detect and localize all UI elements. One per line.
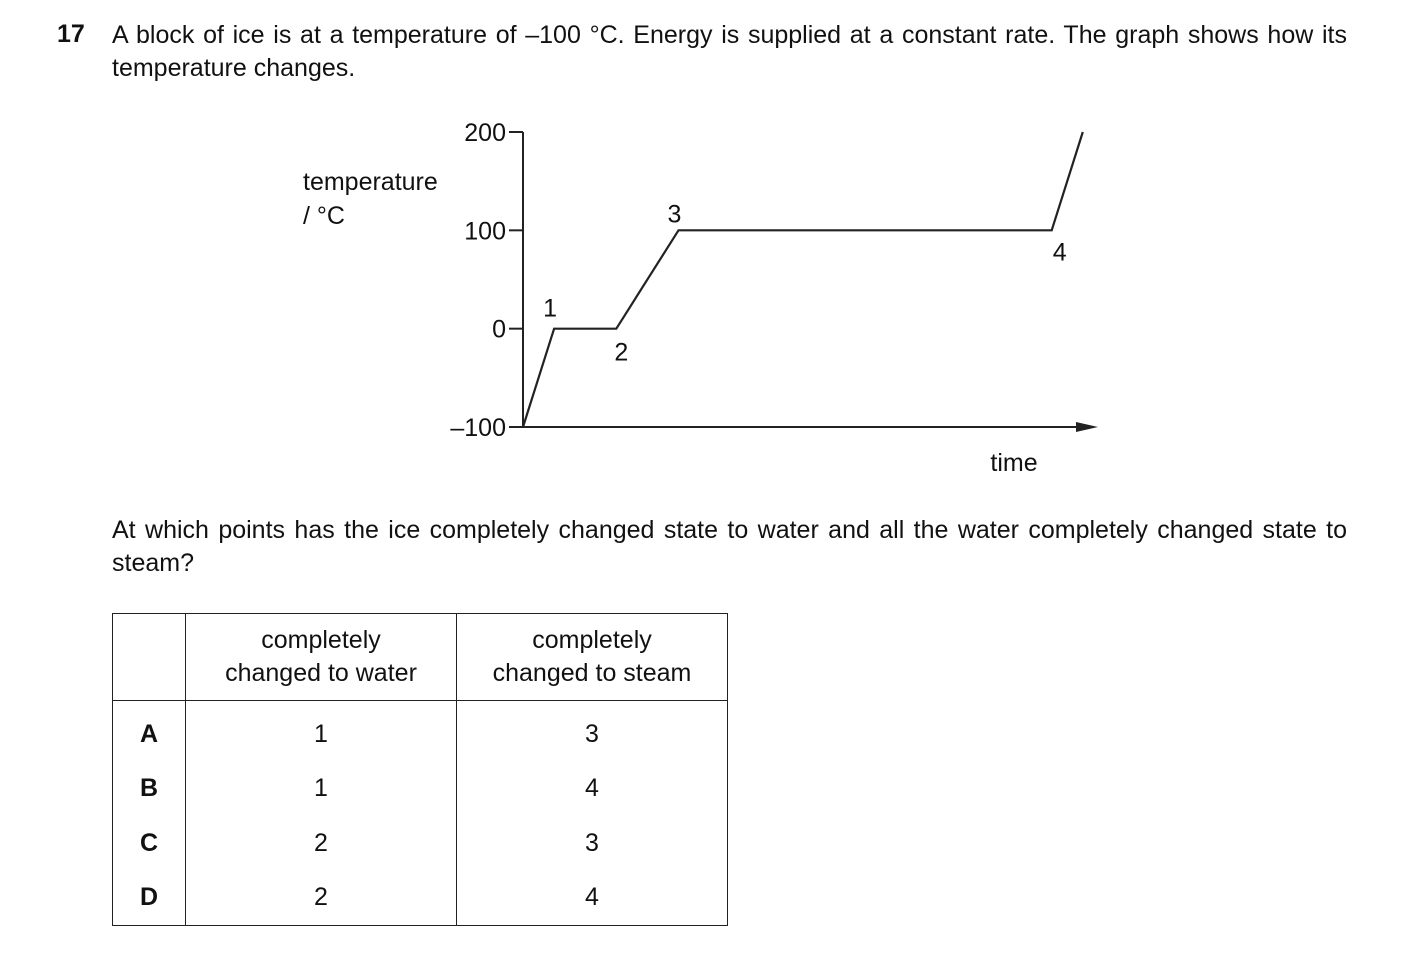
steam-point: 4: [457, 762, 728, 817]
point-label: 3: [667, 200, 682, 229]
question-prompt: At which points has the ice completely changed state to water and all the water completely changed state to steam?: [112, 516, 1347, 577]
water-point: 2: [186, 816, 457, 871]
table-row: [113, 816, 728, 871]
option-letter[interactable]: D: [113, 871, 186, 926]
option-letter[interactable]: C: [113, 816, 186, 871]
series: [523, 132, 1083, 427]
y-tick-label: 200: [464, 119, 506, 147]
table-header-row: [113, 614, 728, 701]
y-tick-label: –100: [450, 414, 506, 442]
option-letter[interactable]: B: [113, 762, 186, 817]
header-water-line1: completely: [261, 626, 381, 654]
y-ticks: [450, 119, 523, 442]
steam-point: 3: [457, 701, 728, 762]
water-point: 1: [186, 701, 457, 762]
header-water-line2: changed to water: [225, 659, 417, 687]
question-intro: A block of ice is at a temperature of –100 °C. Energy is supplied at a constant rate. The graph shows how its temperature changes.: [112, 21, 1347, 82]
header-steam-line2: changed to steam: [492, 659, 692, 687]
question-number: 17: [57, 20, 85, 48]
table-row: [113, 871, 728, 926]
header-water: [186, 614, 457, 701]
table-row: [113, 701, 728, 762]
table-row: [113, 762, 728, 817]
y-tick-label: 0: [492, 315, 506, 344]
axes: [523, 132, 1098, 432]
header-steam-line1: completely: [532, 626, 652, 654]
temperature-line: [523, 132, 1083, 427]
point-label: 4: [1052, 238, 1067, 267]
steam-point: 3: [457, 816, 728, 871]
header-steam: [457, 614, 728, 701]
x-axis-arrowhead: [1076, 422, 1098, 432]
water-point: 2: [186, 871, 457, 926]
water-point: 1: [186, 762, 457, 817]
y-tick-label: 100: [464, 217, 506, 246]
point-labels: [543, 200, 1067, 366]
point-label: 2: [614, 338, 629, 367]
y-axis-label-line2: / °C: [303, 202, 345, 230]
x-axis-label: time: [990, 449, 1038, 477]
y-axis-label-line1: temperature: [303, 168, 438, 196]
steam-point: 4: [457, 871, 728, 926]
header-blank-cell: [113, 614, 186, 701]
option-letter[interactable]: A: [113, 701, 186, 762]
point-label: 1: [543, 294, 558, 323]
answer-table: [112, 613, 728, 926]
